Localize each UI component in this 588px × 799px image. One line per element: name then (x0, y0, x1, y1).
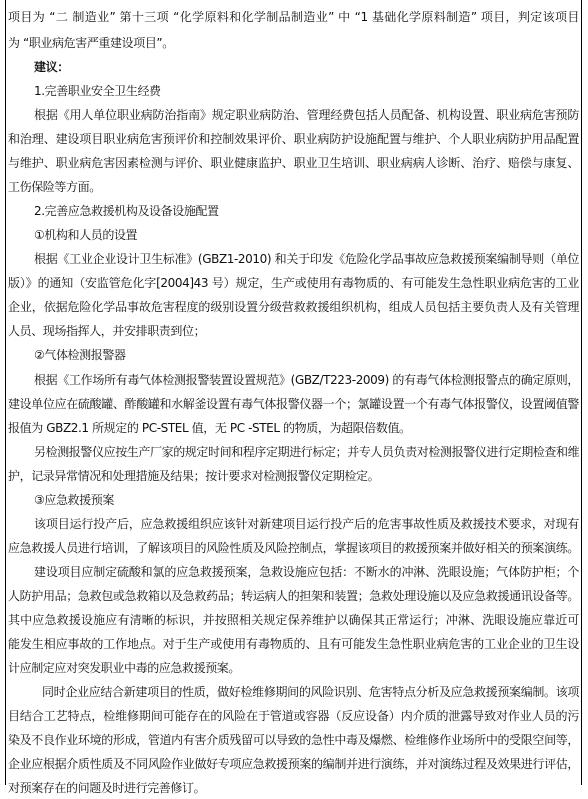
text-line: 项目为 “二 制造业” 第十三项 “化学原料和化学制品制造业” 中 “1 基础化学原料制造” 项目，判定该项目 (8, 10, 579, 24)
text-line: 根据《工作场所有毒气体检测报警装置设置规范》(GBZ/T223-2009) 的有毒气体检测报警点的确定原则， (34, 373, 579, 387)
text-line: 为 “职业病危害严重建设项目”。 (8, 36, 174, 50)
text-line: 计应制定应对突发职业中毒的应急救援预案。 (8, 661, 241, 675)
text-line: 该项目运行投产后，应急救援组织应该针对新建项目运行投产后的危害事故性质及救援技术要求，对现有 (34, 517, 579, 531)
text-line: 同时企业应结合新建项目的性质，做好检维修期间的风险识别、危害特点分析及应急救援预案编制。该项 (42, 685, 579, 699)
text-line: 企业应根据介质性质及不同风险作业做好专项应急救援预案的编制并进行演练，并对演练过程及效果进行评估， (8, 757, 579, 771)
text-line: 报值为 GBZ2.1 所规定的 PC-STEL 值，无 PC -STEL 的物质，为超限倍数值。 (8, 421, 411, 435)
text-line: 目结合工艺特点，检维修期间可能存在的风险在于管道或容器（反应设备）内介质的泄露导致对作业人员的污 (8, 709, 579, 723)
text-line: 与维护、职业病危害因素检测与评价、职业健康监护、职业卫生培训、职业病病人诊断、治疗、赔偿与康复、 (8, 156, 579, 170)
text-line: 建设项目应制定硫酸和氯的应急救援预案，急救设施应包括：不断水的冲淋、洗眼设施；气体防护柜；个 (34, 565, 579, 579)
text-line: 对预案存在的问题及时进行完善修订。 (8, 781, 206, 795)
text-line: 根据《工业企业设计卫生标准》(GBZ1-2010) 和关于印发《危险化学品事故应急救援预案编制导则（单位 (34, 252, 579, 266)
subsection-heading: ③应急救援预案 (34, 493, 114, 507)
section-heading: 2.完善应急救援机构及设备设施配置 (34, 204, 219, 218)
subsection-heading: ①机构和人员的设置 (34, 228, 138, 242)
text-line: 染及不良作业环境的形成，管道内有害介质残留可以导致的急性中毒及爆燃、检维修作业场所中的受限空间等， (8, 733, 579, 747)
text-line: 另检测报警仪应按生产厂家的规定时间和程序定期进行标定；并专人员负责对检测报警仪进行定期检查和维 (34, 445, 579, 459)
text-line: 版）》的通知（安监管危化字[2004]43 号）规定，生产或使用有毒物质的、有可能发生急性职业病危害的工业 (8, 276, 579, 290)
subsection-heading: ②气体检测报警器 (34, 348, 126, 362)
text-line: 建设单位应在硫酸罐、酢酸罐和水解釜设置有毒气体报警仪器一个；氯罐设置一个有毒气体报警仪，设置阈值警 (8, 397, 579, 411)
text-line: 应急救援人员进行培训，了解该项目的风险性质及风险控制点，掌握该项目的救援预案并做好相关的预案演练。 (8, 541, 579, 555)
text-line: 企业，依据危险化学品事故危害程度的级别设置分级营救救援组织机构，组成人员包括主要负责人及有关管理 (8, 300, 579, 314)
section-heading: 1.完善职业安全卫生经费 (34, 84, 161, 98)
text-line: 根据《用人单位职业病防治指南》规定职业病防治、管理经费包括人员配备、机构设置、职业病危害预防 (34, 108, 579, 122)
document-page (5, 0, 582, 795)
text-line: 和治理、建设项目职业病危害预评价和控制效果评价、职业病防护设施配置与维护、个人职业病防护用品配置 (8, 132, 579, 146)
text-line: 人防护用品；急救包或急救箱以及急救药品；转运病人的担架和装置；急救处理设施以及应急救援通讯设备等。 (8, 589, 579, 603)
text-line: 其中应急救援设施应有清晰的标识，并按照相关规定保养维护以确保其正常运行；冲淋、洗眼设施应靠近可 (8, 613, 579, 627)
text-line: 工伤保险等方面。 (8, 180, 101, 194)
text-line: 护，记录异常情况和处理措施及结果；按计要求对检测报警仪定期检定。 (8, 469, 380, 483)
text-line: 人员、现场指挥人，并安排职责到位； (8, 324, 206, 338)
text-line: 能发生相应事故的工作地点。对于生产或使用有毒物质的、且有可能发生急性职业病危害的工业企业的卫生设 (8, 637, 579, 651)
section-heading-suggestions: 建议： (34, 60, 69, 74)
